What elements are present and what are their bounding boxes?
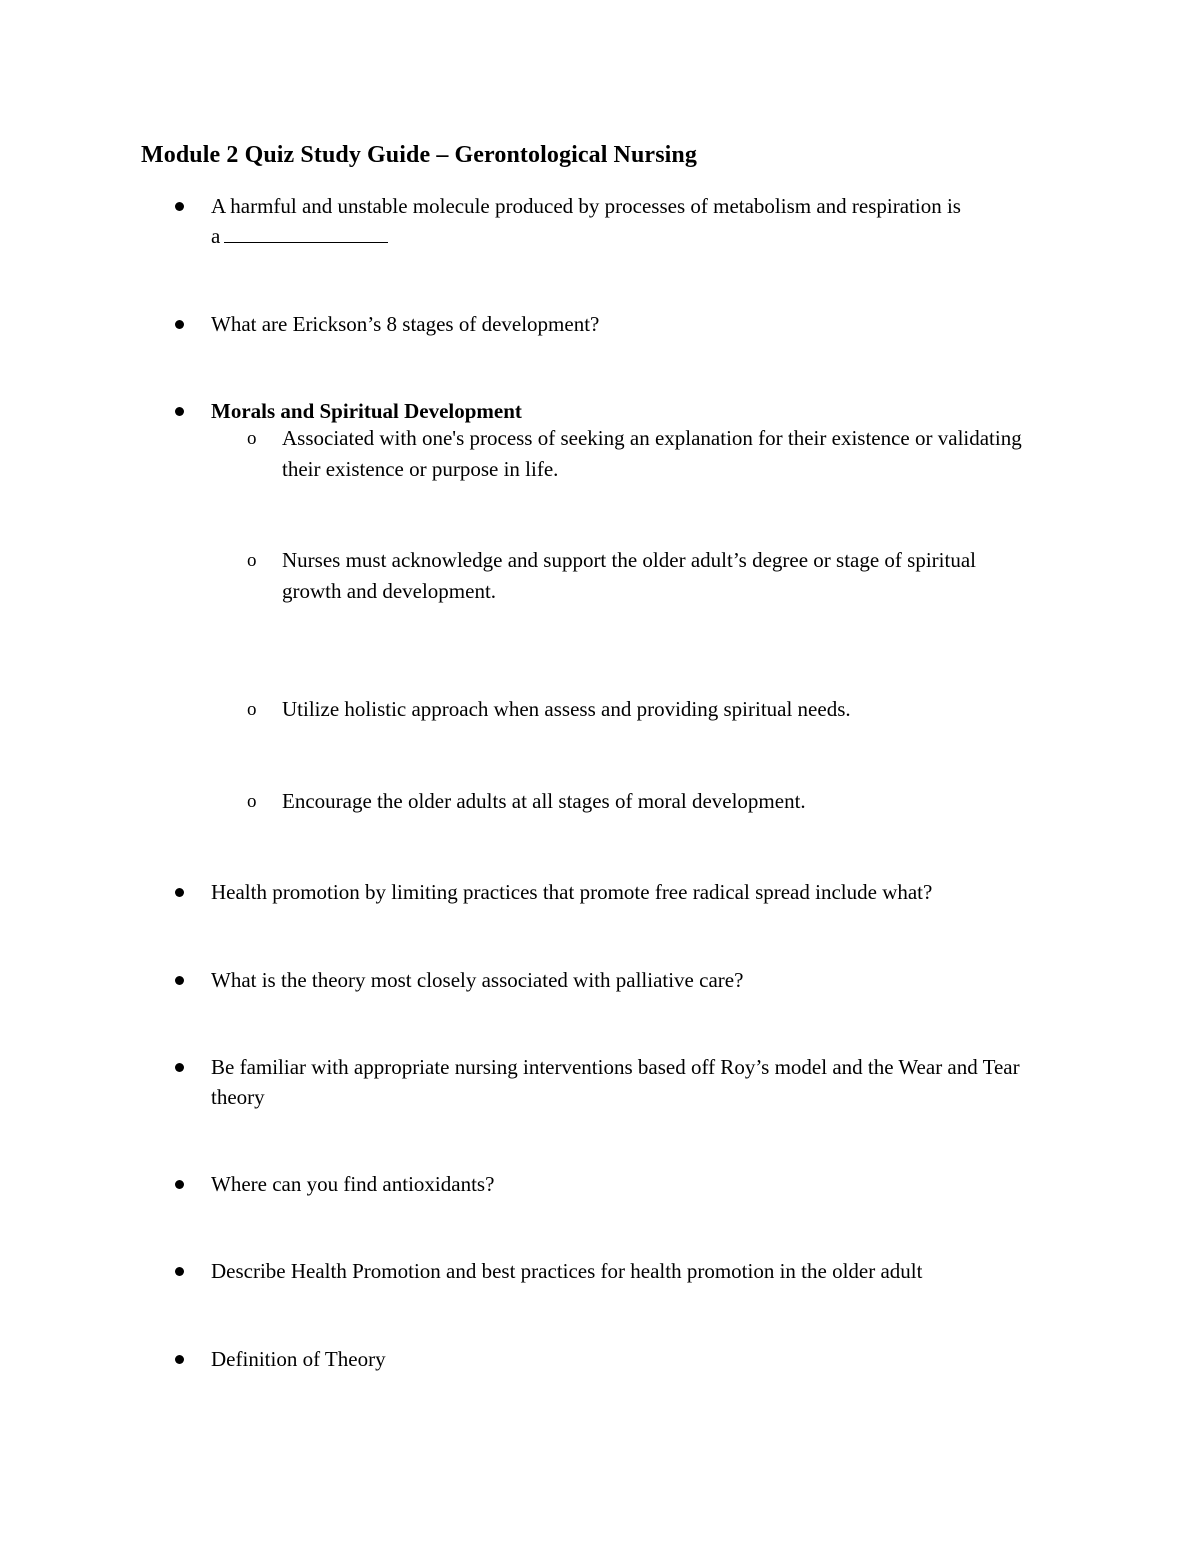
circle-bullet-icon: o: [247, 550, 257, 571]
sub-list-item-text: Nurses must acknowledge and support the older adult’s degree or stage of spiritual growth and development.: [282, 548, 976, 603]
list-item-text: Be familiar with appropriate nursing interventions based off Roy’s model and the Wear and Tear theory: [211, 1055, 1020, 1109]
sub-list-item-text: Utilize holistic approach when assess and providing spiritual needs.: [282, 697, 851, 721]
circle-bullet-icon: o: [247, 428, 257, 449]
bullet-icon: [175, 1267, 184, 1276]
bullet-icon: [175, 320, 184, 329]
section-heading: Morals and Spiritual Development: [211, 399, 522, 423]
circle-bullet-icon: o: [247, 699, 257, 720]
bullet-icon: [175, 407, 184, 416]
list-item-text-line: A harmful and unstable molecule produced by processes of metabolism and respiration is: [211, 194, 961, 218]
list-item-text: Where can you find antioxidants?: [211, 1172, 495, 1196]
list-item-text: Describe Health Promotion and best practices for health promotion in the older adult: [211, 1259, 923, 1283]
bullet-icon: [175, 1180, 184, 1189]
bullet-icon: [175, 1063, 184, 1072]
sub-list-item-text: Encourage the older adults at all stages of moral development.: [282, 789, 806, 813]
list-item-text: [211, 191, 1061, 251]
circle-bullet-icon: o: [247, 791, 257, 812]
list-item-text: Definition of Theory: [211, 1347, 386, 1371]
list-item-text: What is the theory most closely associated with palliative care?: [211, 968, 744, 992]
bullet-icon: [175, 888, 184, 897]
bullet-icon: [175, 202, 184, 211]
sub-list-item-text: Associated with one's process of seeking an explanation for their existence or validating their existence or purpose in life.: [282, 426, 1022, 481]
bullet-icon: [175, 1355, 184, 1364]
list-item-text: Health promotion by limiting practices that promote free radical spread include what?: [211, 880, 933, 904]
list-item-text: What are Erickson’s 8 stages of development?: [211, 312, 600, 336]
bullet-icon: [175, 976, 184, 985]
list-item-text-line: a: [211, 224, 221, 248]
fill-in-blank: [224, 224, 388, 243]
page-title: Module 2 Quiz Study Guide – Gerontological Nursing: [141, 142, 697, 168]
